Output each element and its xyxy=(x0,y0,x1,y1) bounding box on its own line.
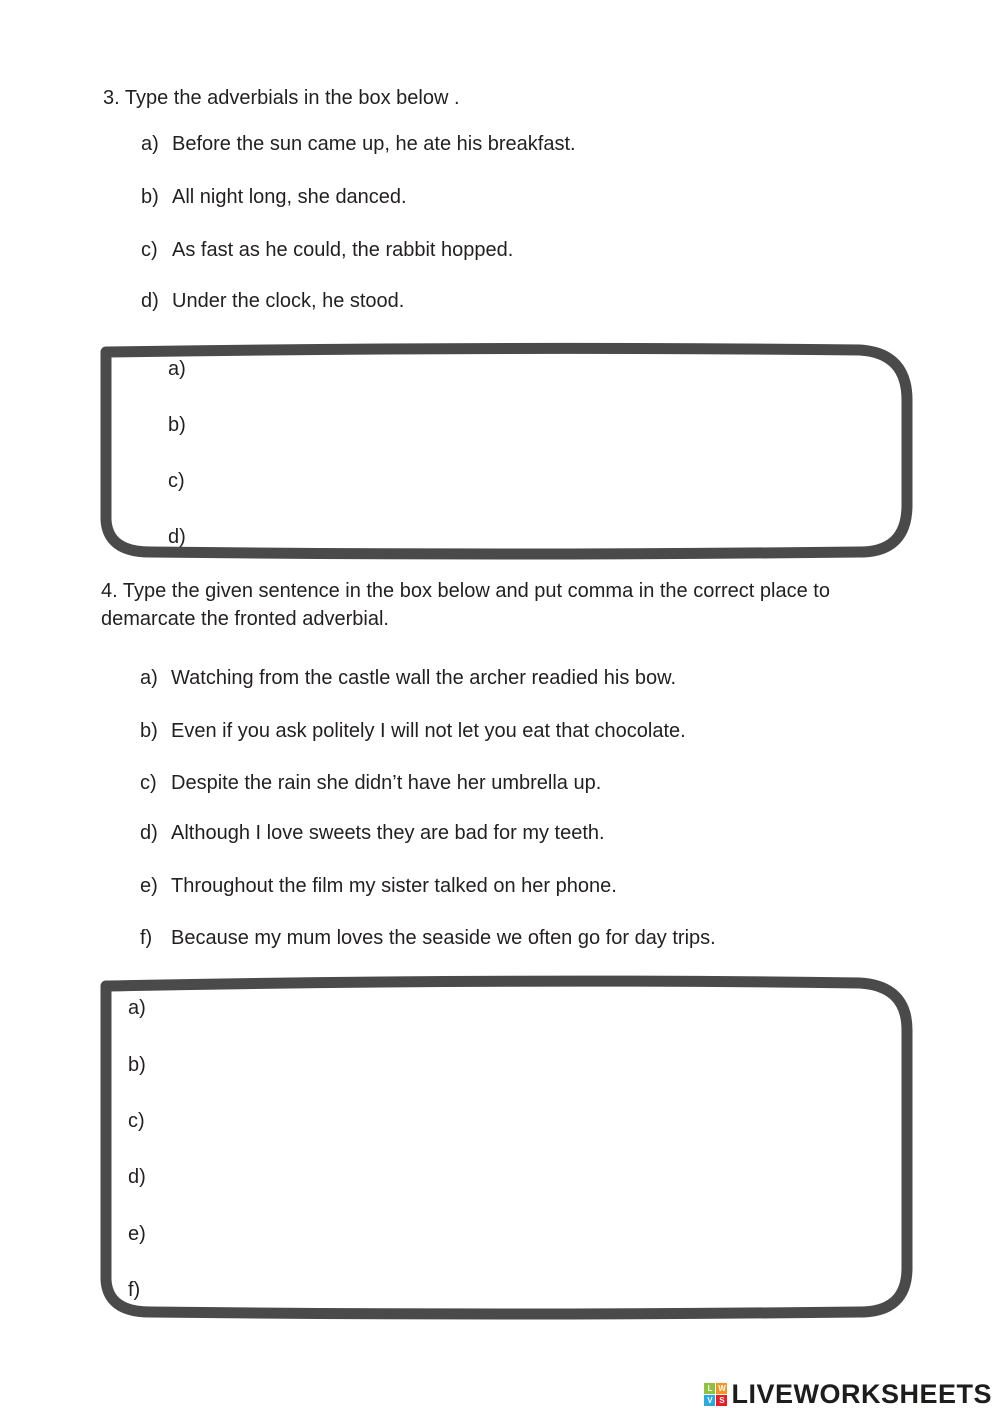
q4-answer-label-f: f) xyxy=(128,1279,141,1301)
q4-item-c xyxy=(140,772,601,795)
q3-item-b xyxy=(141,186,407,209)
q4-answer-label-b: b) xyxy=(128,1054,146,1076)
q4-answer-label-c: c) xyxy=(128,1110,145,1132)
liveworksheets-brand: LIVEWORKSHEETS xyxy=(731,1378,992,1409)
q3-item-text: As fast as he could, the rabbit hopped. xyxy=(172,239,514,261)
q3-item-a xyxy=(141,133,576,156)
q4-title-line1: 4. Type the given sentence in the box below and put comma in the correct place to xyxy=(101,580,830,602)
q4-item-f xyxy=(140,927,716,950)
q3-answer-input-b[interactable] xyxy=(196,412,880,440)
logo-tile: L xyxy=(704,1383,715,1394)
q3-item-label: a) xyxy=(141,133,159,155)
q4-answer-input-b[interactable] xyxy=(158,1052,882,1080)
q3-title: 3. Type the adverbials in the box below . xyxy=(103,87,460,109)
q4-item-b xyxy=(140,720,686,743)
q4-item-text: Even if you ask politely I will not let you eat that chocolate. xyxy=(171,720,686,742)
q4-answer-input-d[interactable] xyxy=(158,1164,882,1192)
q3-item-d xyxy=(141,290,404,313)
q3-item-text: Under the clock, he stood. xyxy=(172,290,405,312)
q3-item-c xyxy=(141,239,513,262)
liveworksheets-footer xyxy=(704,1379,992,1409)
q3-answer-label-b: b) xyxy=(168,414,186,436)
q3-answer-input-c[interactable] xyxy=(196,468,880,496)
q3-answer-input-a[interactable] xyxy=(196,356,880,384)
q4-item-a xyxy=(140,667,676,690)
q4-item-label: a) xyxy=(140,667,158,689)
q3-answer-label-d: d) xyxy=(168,526,186,548)
q4-item-d xyxy=(140,822,605,845)
q3-item-label: c) xyxy=(141,239,158,261)
q4-answer-label-e: e) xyxy=(128,1223,146,1245)
q3-item-text: All night long, she danced. xyxy=(172,186,407,208)
q4-item-label: d) xyxy=(140,822,158,844)
q4-answer-input-f[interactable] xyxy=(158,1275,882,1303)
q4-item-e xyxy=(140,875,617,898)
q4-answer-input-c[interactable] xyxy=(158,1108,882,1136)
liveworksheets-logo-icon xyxy=(704,1383,727,1406)
q4-item-label: f) xyxy=(140,927,153,949)
q4-item-text: Watching from the castle wall the archer readied his bow. xyxy=(171,667,677,689)
q4-item-label: c) xyxy=(140,772,157,794)
q3-item-text: Before the sun came up, he ate his breakfast. xyxy=(172,133,576,155)
q4-answer-box-frame xyxy=(106,981,907,1314)
q3-item-label: b) xyxy=(141,186,159,208)
q3-answer-label-a: a) xyxy=(168,358,186,380)
logo-tile: S xyxy=(716,1395,727,1406)
q4-answer-label-a: a) xyxy=(128,997,146,1019)
q4-answer-input-e[interactable] xyxy=(158,1221,882,1249)
q3-answer-input-d[interactable] xyxy=(196,520,880,548)
q4-item-label: e) xyxy=(140,875,158,897)
q4-answer-label-d: d) xyxy=(128,1166,146,1188)
logo-tile: V xyxy=(704,1395,715,1406)
q4-item-text: Although I love sweets they are bad for my teeth. xyxy=(171,822,605,844)
q4-item-text: Because my mum loves the seaside we often go for day trips. xyxy=(171,927,716,949)
q3-item-label: d) xyxy=(141,290,159,312)
q3-answer-label-c: c) xyxy=(168,470,185,492)
q4-title-line2: demarcate the fronted adverbial. xyxy=(101,608,389,630)
logo-tile: W xyxy=(718,1383,726,1393)
q4-item-label: b) xyxy=(140,720,158,742)
q4-answer-input-a[interactable] xyxy=(158,995,882,1023)
q4-item-text: Despite the rain she didn’t have her umbrella up. xyxy=(171,772,602,794)
q4-item-text: Throughout the film my sister talked on her phone. xyxy=(171,875,617,897)
